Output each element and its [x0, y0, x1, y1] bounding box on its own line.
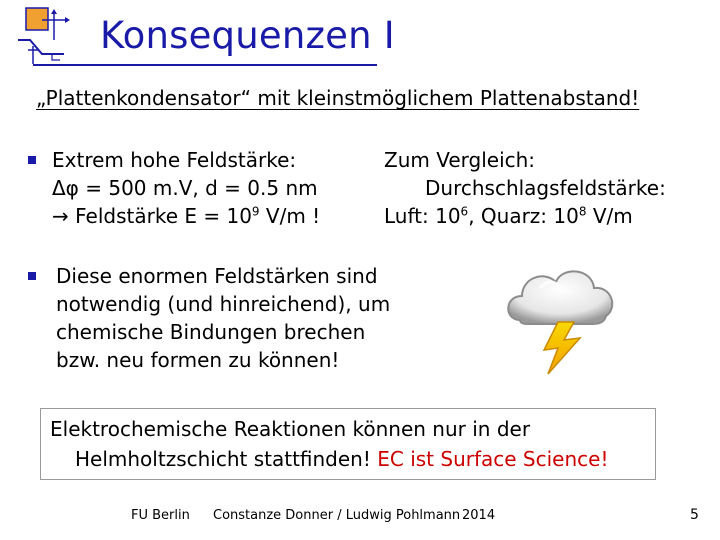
paragraph-line: bzw. neu formen zu können!	[56, 348, 340, 372]
field-strength-line-3	[52, 202, 320, 230]
conclusion-box	[40, 408, 656, 480]
potential-distance-text: = 500 m.V, d = 0.5 nm	[78, 176, 318, 200]
field-strength-text: Feldstärke E = 10	[68, 204, 252, 228]
conclusion-highlight: EC ist Surface Science!	[377, 447, 609, 471]
page-number: 5	[690, 507, 699, 523]
exponent: 9	[251, 204, 260, 219]
circuit-logo-icon	[16, 6, 78, 68]
field-strength-line-1: Extrem hohe Feldstärke:	[52, 148, 297, 172]
page-title: Konsequenzen I	[100, 14, 395, 57]
air-text: Luft: 10	[384, 204, 461, 228]
title-underline	[33, 64, 377, 66]
comparison-line-2: Durchschlagsfeldstärke:	[425, 176, 666, 200]
field-strength-line-2	[52, 174, 320, 202]
conclusion-line-1: Elektrochemische Reaktionen können nur in der	[50, 417, 531, 441]
bullet-marker	[28, 272, 36, 280]
unit-text: V/m !	[259, 204, 321, 228]
bullet-marker	[28, 156, 36, 164]
footer-institution: FU Berlin	[131, 508, 190, 523]
comparison-line-1: Zum Vergleich:	[384, 148, 536, 172]
footer-year: 2014	[462, 508, 496, 523]
arrow-right-icon: →	[52, 204, 69, 228]
explanation-paragraph	[56, 262, 436, 374]
comparison-block	[384, 146, 666, 230]
delta-phi-symbol: Δφ	[52, 176, 79, 200]
footer-authors: Constanze Donner / Ludwig Pohlmann	[213, 508, 461, 523]
paragraph-line: Diese enormen Feldstärken sind	[56, 264, 378, 288]
conclusion-text: Helmholtzschicht stattfinden!	[75, 447, 378, 471]
comparison-line-3	[384, 202, 666, 230]
exponent: 6	[460, 204, 469, 219]
quartz-text: , Quarz: 10	[468, 204, 579, 228]
conclusion-line-2	[75, 447, 608, 471]
exponent: 8	[578, 204, 587, 219]
subtitle: „Plattenkondensator“ mit kleinstmöglichem Plattenabstand!	[36, 86, 640, 110]
paragraph-line: notwendig (und hinreichend), um	[56, 292, 391, 316]
field-strength-block	[52, 146, 320, 230]
thunder-cloud-icon	[500, 258, 622, 376]
paragraph-line: chemische Bindungen brechen	[56, 320, 366, 344]
unit-text: V/m	[586, 204, 633, 228]
